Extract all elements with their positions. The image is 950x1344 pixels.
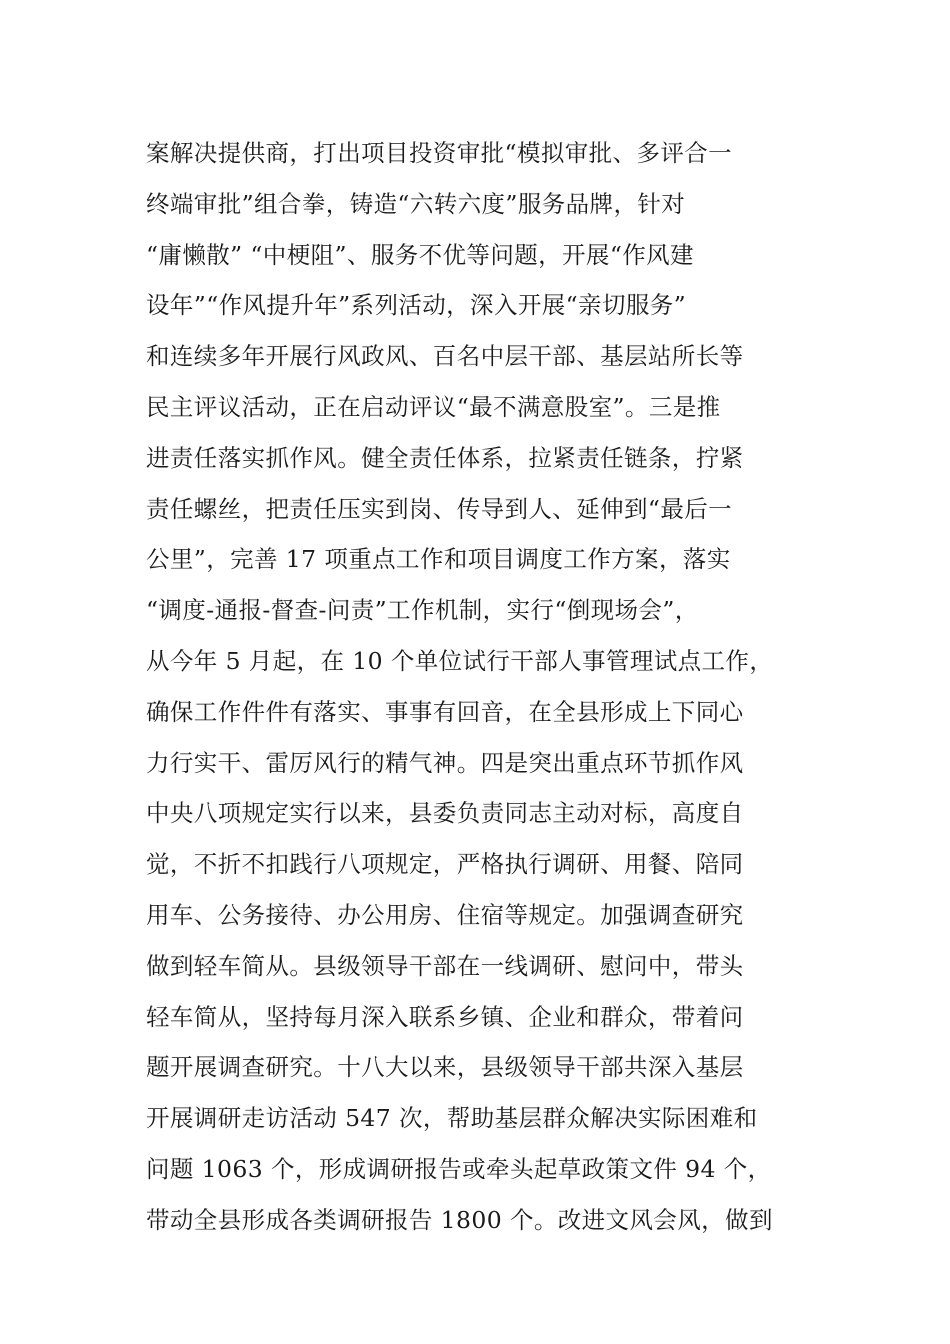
text-line: 责任螺丝，把责任压实到岗、传导到人、延伸到“最后一 — [146, 494, 733, 523]
text-line: “庸懒散” “中梗阻”、服务不优等问题，开展“作风建 — [146, 240, 694, 269]
text-line: 题开展调查研究。十八大以来，县级领导干部共深入基层 — [146, 1053, 744, 1082]
text-line: 做到轻车简从。县级领导干部在一线调研、慰问中，带头 — [146, 951, 744, 980]
text-line: 觉，不折不扣践行八项规定，严格执行调研、用餐、陪同 — [146, 850, 744, 879]
body-text — [146, 128, 816, 1246]
text-line: 民主评议活动，正在启动评议“最不满意股室”。三是推 — [146, 392, 721, 421]
text-line: 进责任落实抓作风。健全责任体系，拉紧责任链条，拧紧 — [146, 443, 744, 472]
text-line: 案解决提供商，打出项目投资审批“模拟审批、多评合一 — [146, 139, 733, 167]
text-line: 从今年 5 月起，在 10 个单位试行干部人事管理试点工作， — [146, 646, 774, 675]
text-line: 设年”“作风提升年”系列活动，深入开展“亲切服务” — [146, 291, 687, 320]
text-line: 问题 1063 个，形成调研报告或牵头起草政策文件 94 个， — [146, 1154, 772, 1183]
text-line: 确保工作件件有落实、事事有回音，在全县形成上下同心 — [146, 697, 744, 726]
text-line: 开展调研走访活动 547 次，帮助基层群众解决实际困难和 — [146, 1104, 758, 1133]
text-line: “调度-通报-督查-问责”工作机制，实行“倒现场会”， — [146, 596, 699, 625]
text-line: 和连续多年开展行风政风、百名中层干部、基层站所长等 — [146, 342, 744, 371]
text-line: 中央八项规定实行以来，县委负责同志主动对标，高度自 — [146, 799, 744, 828]
text-line: 用车、公务接待、办公用房、住宿等规定。加强调查研究 — [146, 900, 744, 929]
text-line: 公里”，完善 17 项重点工作和项目调度工作方案，落实 — [146, 545, 731, 574]
text-line: 力行实干、雷厉风行的精气神。四是突出重点环节抓作风 — [146, 748, 744, 777]
text-line: 轻车简从，坚持每月深入联系乡镇、企业和群众，带着问 — [146, 1002, 744, 1031]
text-line: 带动全县形成各类调研报告 1800 个。改进文风会风，做到 — [146, 1205, 773, 1234]
text-line: 终端审批”组合拳，铸造“六转六度”服务品牌，针对 — [146, 189, 686, 218]
